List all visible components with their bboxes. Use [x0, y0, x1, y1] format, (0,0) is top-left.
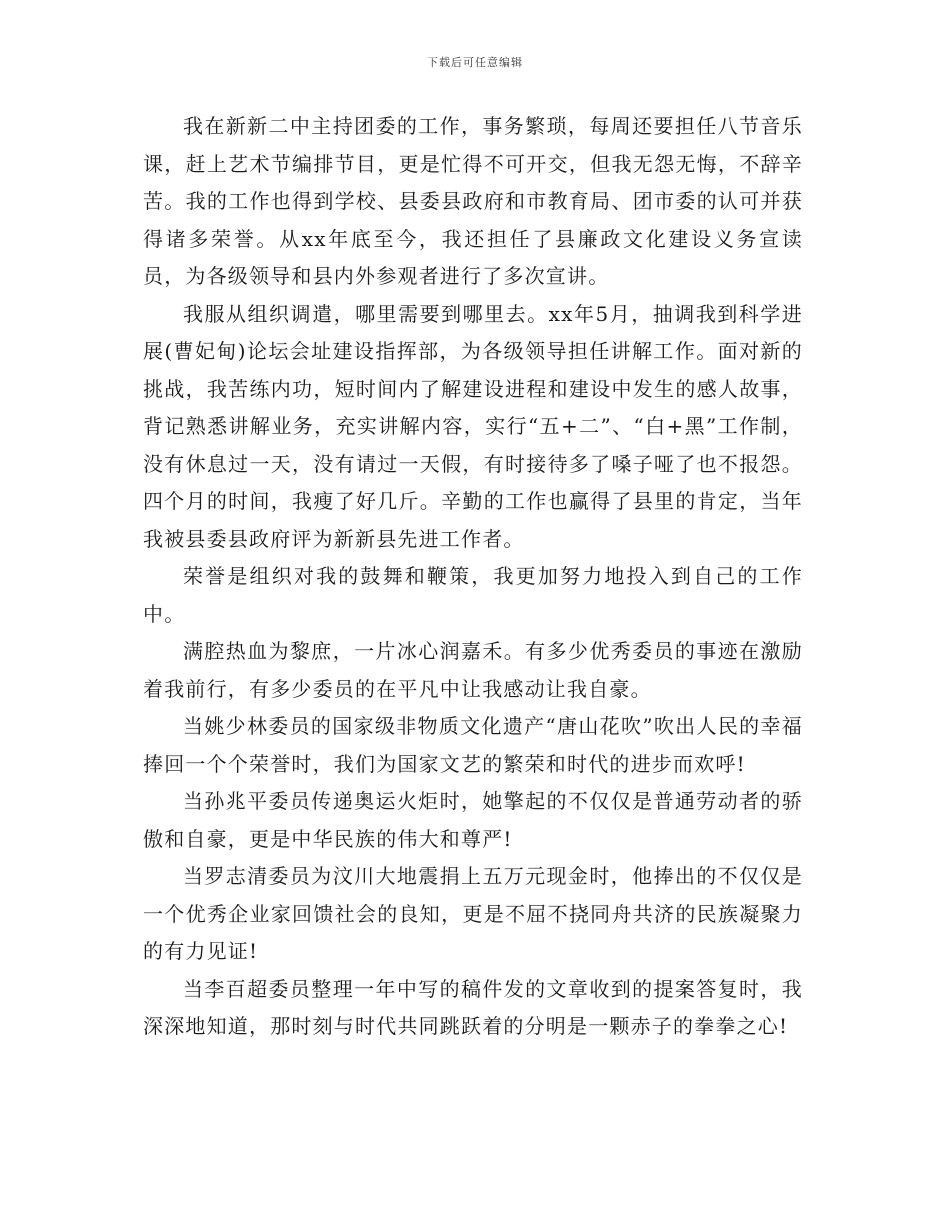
page-header: 下载后可任意编辑 — [427, 56, 523, 69]
paragraph: 满腔热血为黎庶，一片冰心润嘉禾。有多少优秀委员的事迹在激励着我前行，有多少委员的在平凡中让我感动让我自豪。 — [143, 639, 803, 701]
paragraph: 我服从组织调遣，哪里需要到哪里去。xx年5月，抽调我到科学进展(曹妃甸)论坛会址建设指挥部，为各级领导担任讲解工作。面对新的挑战，我苦练内功，短时间内了解建设进程和建设中发生的感人故事，背记熟悉讲解业务，充实讲解内容，实行“五+二”、“白+黑”工作制，没有休息过一天，没有请过一天假，有时接待多了嗓子哑了也不报怨。四个月的时间，我瘦了好几斤。辛勤的工作也赢得了县里的肯定，当年我被县委县政府评为新新县先进工作者。 — [143, 301, 803, 551]
paragraph: 荣誉是组织对我的鼓舞和鞭策，我更加努力地投入到自己的工作中。 — [143, 564, 803, 626]
paragraph: 当罗志清委员为汶川大地震捐上五万元现金时，他捧出的不仅仅是一个优秀企业家回馈社会的良知，更是不屈不挠同舟共济的民族凝聚力的有力见证! — [143, 864, 803, 963]
paragraph: 当姚少林委员的国家级非物质文化遗产“唐山花吹”吹出人民的幸福捧回一个个荣誉时，我们为国家文艺的繁荣和时代的进步而欢呼! — [143, 714, 803, 776]
paragraph: 当孙兆平委员传递奥运火炬时，她擎起的不仅仅是普通劳动者的骄傲和自豪，更是中华民族的伟大和尊严! — [143, 789, 803, 851]
paragraph: 我在新新二中主持团委的工作，事务繁琐，每周还要担任八节音乐课，赶上艺术节编排节目，更是忙得不可开交，但我无怨无悔，不辞辛苦。我的工作也得到学校、县委县政府和市教育局、团市委的认可并获得诸多荣誉。从xx年底至今，我还担任了县廉政文化建设义务宣读员，为各级领导和县内外参观者进行了多次宣讲。 — [143, 114, 803, 288]
document-body — [143, 108, 803, 1046]
paragraph: 当李百超委员整理一年中写的稿件发的文章收到的提案答复时，我深深地知道，那时刻与时代共同跳跃着的分明是一颗赤子的拳拳之心! — [143, 976, 803, 1038]
